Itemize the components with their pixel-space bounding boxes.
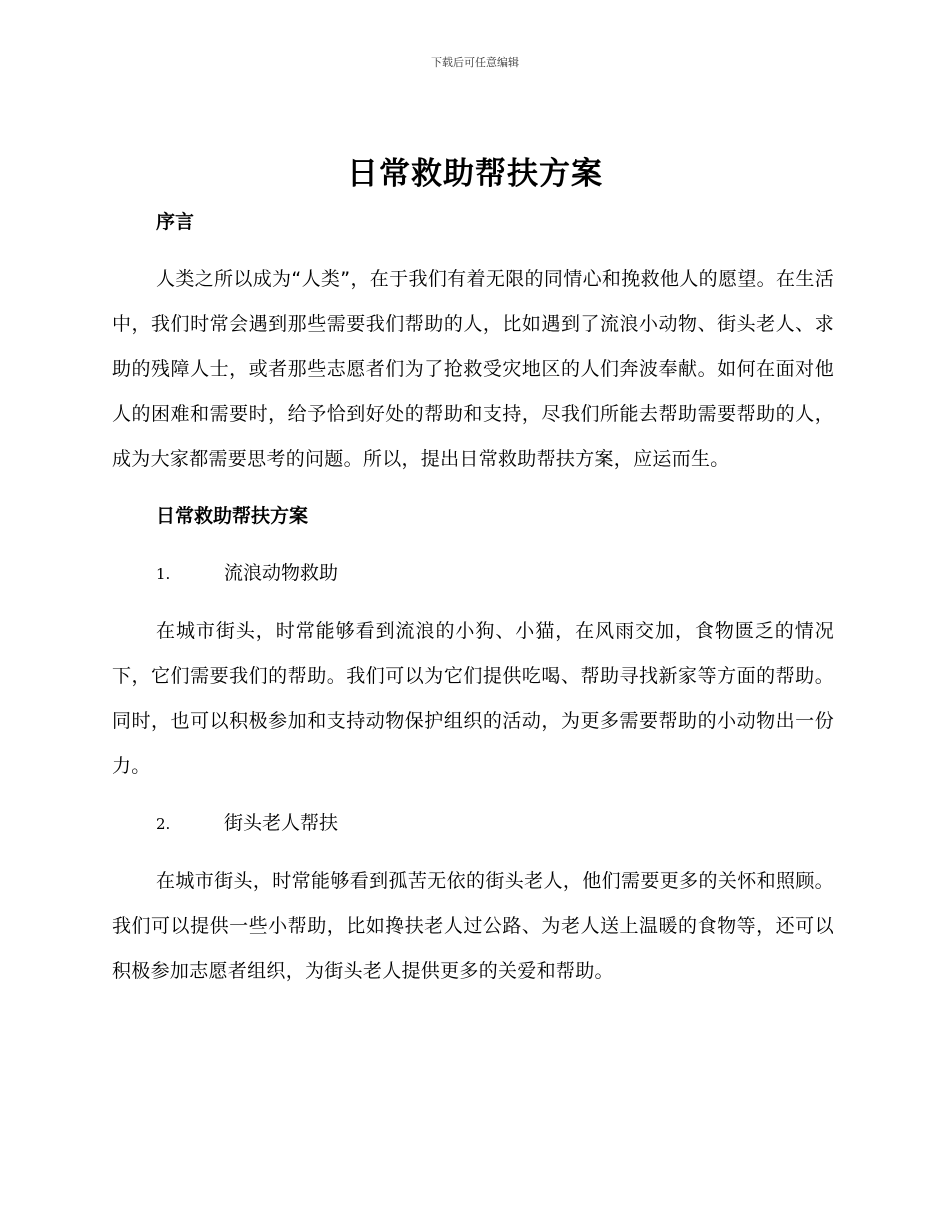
- plan-item-2-title: [112, 801, 834, 847]
- plan-item-2-label: 街头老人帮扶: [224, 812, 339, 834]
- plan-heading: 日常救助帮扶方案: [156, 505, 309, 527]
- header-note: 下载后可任意编辑: [431, 56, 519, 69]
- document-title: 日常救助帮扶方案: [347, 156, 603, 192]
- document-body: [112, 200, 834, 994]
- plan-item-1-paragraph: 在城市街头，时常能够看到流浪的小狗、小猫，在风雨交加，食物匮乏的情况下，它们需要我们的帮助。我们可以为它们提供吃喝、帮助寻找新家等方面的帮助。同时，也可以积极参加和支持动物保护组织的活动，为更多需要帮助的小动物出一份力。: [112, 620, 834, 777]
- plan-item-1-number: 1.: [156, 565, 171, 583]
- plan-item-1-title: [112, 551, 834, 597]
- plan-item-2-number: 2.: [156, 815, 171, 833]
- preface-heading: 序言: [156, 211, 195, 233]
- plan-item-2-paragraph: 在城市街头，时常能够看到孤苦无依的街头老人，他们需要更多的关怀和照顾。我们可以提供一些小帮助，比如搀扶老人过公路、为老人送上温暖的食物等，还可以积极参加志愿者组织，为街头老人提供更多的关爱和帮助。: [112, 870, 834, 982]
- plan-item-1-label: 流浪动物救助: [224, 562, 339, 584]
- preface-paragraph: 人类之所以成为“人类”，在于我们有着无限的同情心和挽救他人的愿望。在生活中，我们时常会遇到那些需要我们帮助的人，比如遇到了流浪小动物、街头老人、求助的残障人士，或者那些志愿者们为了抢救受灾地区的人们奔波奉献。如何在面对他人的困难和需要时，给予恰到好处的帮助和支持，尽我们所能去帮助需要帮助的人，成为大家都需要思考的问题。所以，提出日常救助帮扶方案，应运而生。: [112, 268, 834, 470]
